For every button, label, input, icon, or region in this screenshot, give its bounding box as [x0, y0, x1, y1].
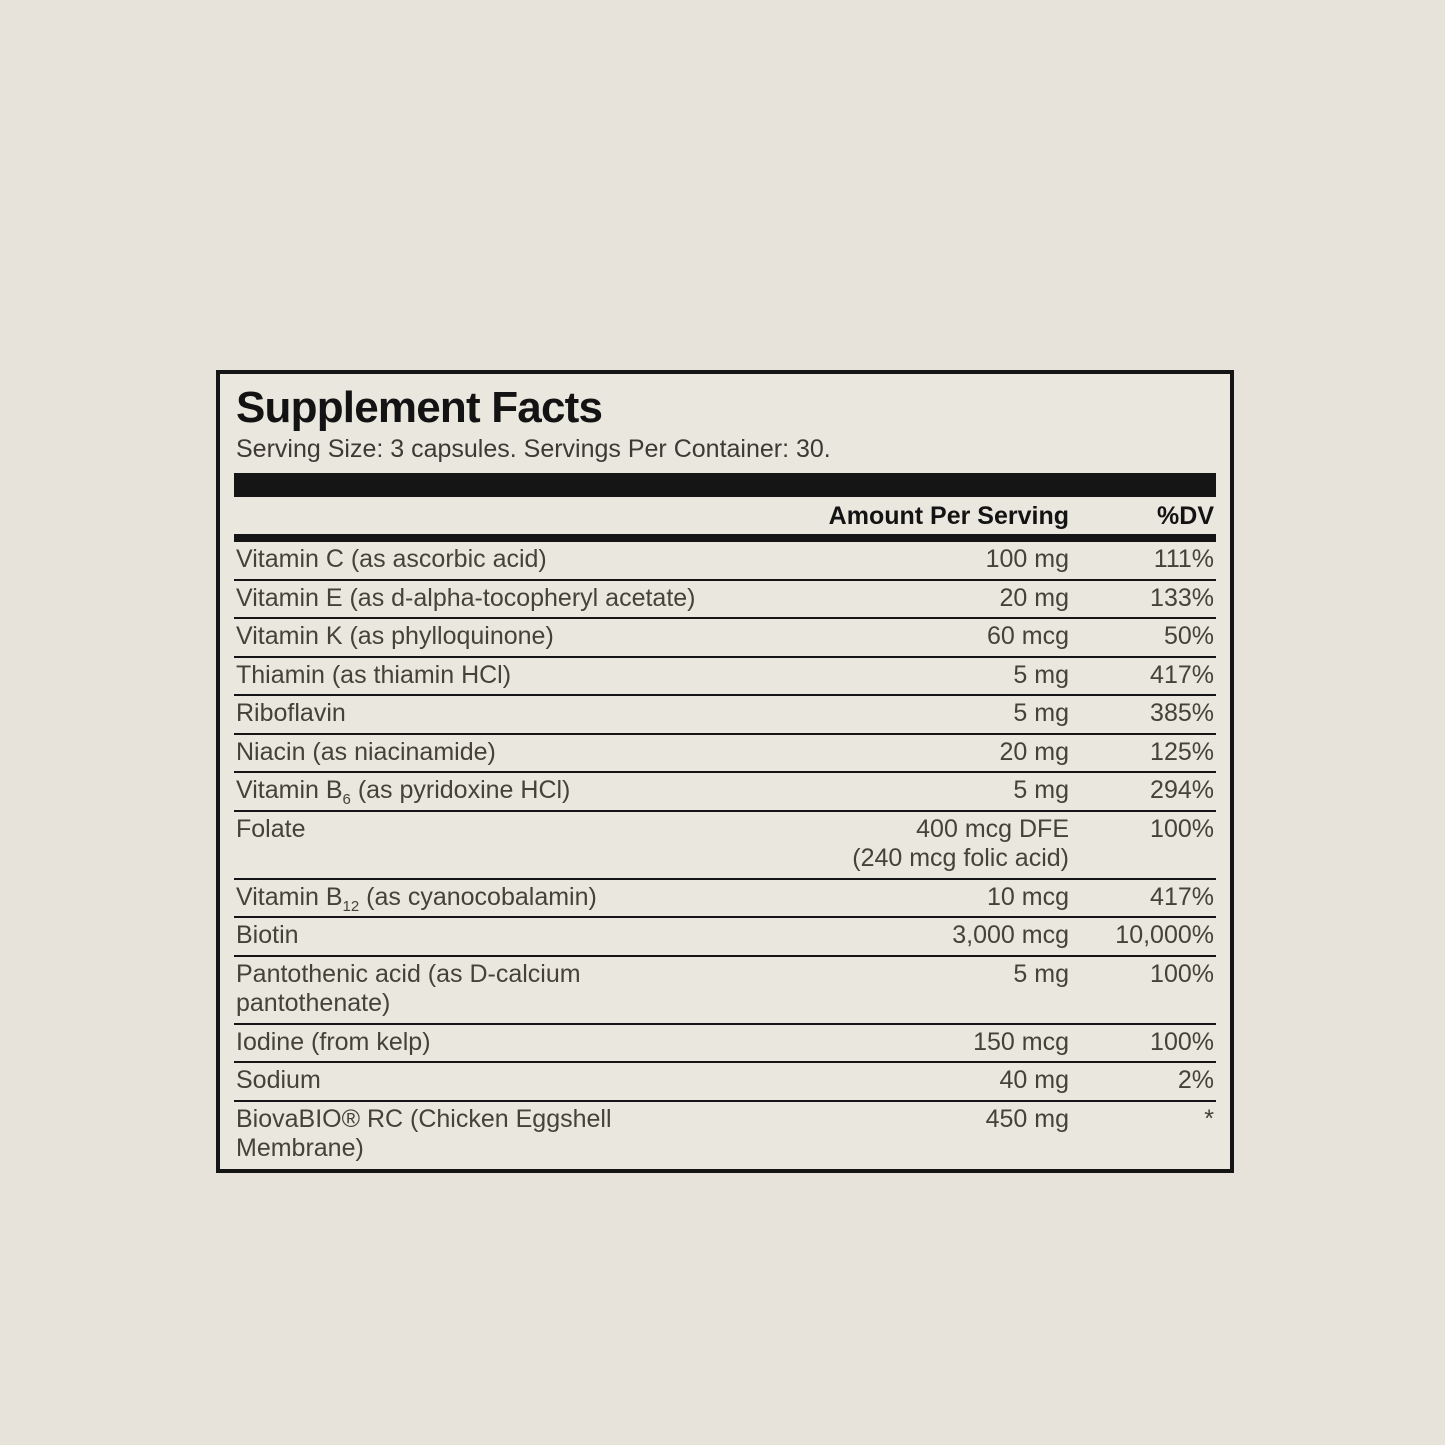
nutrient-amount: 150 mcg	[973, 1027, 1069, 1056]
nutrient-name-text: Niacin (as niacinamide)	[236, 737, 496, 766]
nutrient-dv: 111%	[1153, 545, 1214, 574]
nutrient-name-text: Biotin	[236, 921, 299, 950]
nutrient-name-text: Vitamin B	[236, 882, 343, 911]
nutrient-amount: 60 mcg	[987, 622, 1069, 651]
nutrient-name	[236, 1066, 739, 1096]
nutrient-name-subscript: 6	[342, 791, 351, 809]
nutrient-dv: 50%	[1163, 622, 1214, 651]
nutrient-dv: 417%	[1150, 882, 1214, 911]
thick-divider-bar	[234, 473, 1216, 497]
nutrient-name-text: BiovaBIO® RC (Chicken Eggshell Membrane)	[236, 1104, 612, 1163]
table-row-sodium	[234, 1061, 1216, 1100]
nutrient-name-text: Vitamin E (as d-alpha-tocopheryl acetate)	[236, 583, 696, 612]
table-row-vitamin-b12	[234, 878, 1216, 917]
nutrient-amount: 5 mg	[1013, 699, 1069, 728]
table-row-biotin	[234, 916, 1216, 955]
nutrient-dv: 125%	[1150, 737, 1214, 766]
nutrient-name	[236, 622, 739, 652]
nutrient-dv: 10,000%	[1115, 921, 1214, 950]
nutrient-name-text: Folate	[236, 814, 306, 843]
nutrient-amount: 40 mg	[999, 1066, 1069, 1095]
nutrient-name	[236, 883, 739, 913]
header-divider-line	[234, 534, 1216, 542]
nutrient-table	[234, 542, 1216, 1169]
table-row-niacin	[234, 733, 1216, 772]
nutrient-amount: 450 mg	[985, 1104, 1069, 1133]
table-header	[234, 497, 1216, 534]
nutrient-dv: 100%	[1150, 1027, 1214, 1056]
nutrient-name-text: Vitamin B	[236, 776, 343, 805]
nutrient-dv: *	[1204, 1104, 1214, 1133]
nutrient-name	[236, 661, 739, 691]
nutrient-name-text: (as cyanocobalamin)	[359, 882, 597, 911]
nutrient-amount: 5 mg	[1013, 776, 1069, 805]
nutrient-name	[236, 1028, 739, 1058]
table-row-vitamin-b6	[234, 771, 1216, 810]
table-row-vitamin-e	[234, 579, 1216, 618]
nutrient-amount: 3,000 mcg	[952, 921, 1069, 950]
table-row-vitamin-k	[234, 617, 1216, 656]
nutrient-dv: 2%	[1177, 1066, 1214, 1095]
nutrient-amount: 100 mg	[985, 545, 1069, 574]
nutrient-name-text: Vitamin K (as phylloquinone)	[236, 622, 554, 651]
nutrient-name-text: Sodium	[236, 1066, 321, 1095]
nutrient-amount-line1: 400 mcg DFE	[916, 814, 1069, 843]
nutrient-name-text: Pantothenic acid (as D-calcium pantothenate)	[236, 959, 581, 1018]
nutrient-dv: 294%	[1150, 776, 1214, 805]
nutrient-name-subscript: 12	[342, 897, 360, 915]
nutrient-dv: 417%	[1150, 660, 1214, 689]
table-row-folate	[234, 810, 1216, 878]
serving-info: Serving Size: 3 capsules. Servings Per Container: 30.	[236, 435, 831, 464]
nutrient-name	[236, 815, 739, 845]
table-row-vitamin-c	[234, 542, 1216, 579]
nutrient-name-text: Riboflavin	[236, 699, 346, 728]
table-header-row	[234, 497, 1216, 534]
nutrient-amount: 5 mg	[1013, 959, 1069, 988]
nutrient-dv: 385%	[1150, 699, 1214, 728]
nutrient-amount: 5 mg	[1013, 660, 1069, 689]
panel-title: Supplement Facts	[236, 383, 603, 432]
nutrient-name	[236, 584, 739, 614]
table-row-iodine	[234, 1023, 1216, 1062]
supplement-facts-panel	[216, 370, 1234, 1173]
table-row-riboflavin	[234, 694, 1216, 733]
nutrient-dv: 100%	[1150, 959, 1214, 988]
nutrient-amount: 10 mcg	[987, 882, 1069, 911]
nutrient-name	[236, 776, 739, 809]
nutrient-amount: 20 mg	[999, 737, 1069, 766]
nutrient-name-text: Vitamin C (as ascorbic acid)	[236, 545, 547, 574]
nutrient-name	[236, 960, 739, 1019]
nutrient-amount-line2: (240 mcg folic acid)	[852, 844, 1069, 873]
nutrient-dv: 100%	[1150, 814, 1214, 843]
table-row-pantothenic-acid	[234, 955, 1216, 1023]
nutrient-dv: 133%	[1150, 583, 1214, 612]
nutrient-name	[236, 545, 739, 575]
nutrient-amount: 20 mg	[999, 583, 1069, 612]
column-header-amount: Amount Per Serving	[828, 502, 1069, 531]
nutrient-name-text: (as pyridoxine HCl)	[350, 776, 571, 805]
table-row-thiamin	[234, 656, 1216, 695]
nutrient-name	[236, 1105, 739, 1164]
table-row-biovabio	[234, 1100, 1216, 1168]
column-header-dv: %DV	[1157, 502, 1214, 531]
nutrient-name-text: Thiamin (as thiamin HCl)	[236, 660, 512, 689]
nutrient-amount	[739, 815, 1069, 874]
nutrient-name	[236, 738, 739, 768]
nutrient-name	[236, 921, 739, 951]
nutrient-name	[236, 699, 739, 729]
nutrient-name-text: Iodine (from kelp)	[236, 1027, 431, 1056]
